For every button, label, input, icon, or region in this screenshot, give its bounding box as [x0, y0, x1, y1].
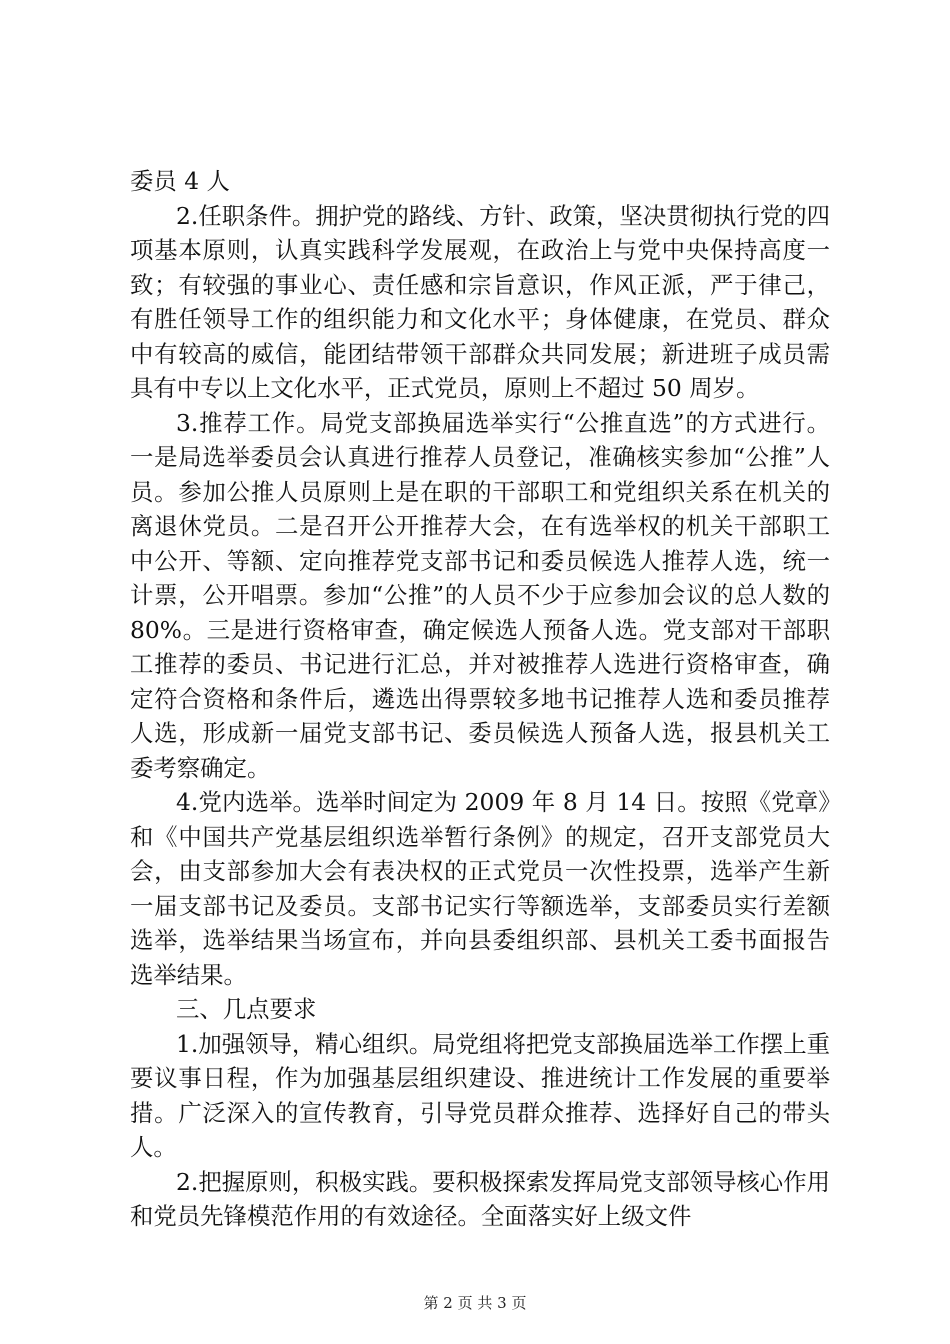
- document-body: [130, 164, 830, 1234]
- paragraph-continuation: 委员 4 人: [130, 167, 230, 195]
- paragraph-qualifications: 2.任职条件。拥护党的路线、方针、政策，坚决贯彻执行党的四项基本原则，认真实践科学发展观，在政治上与党中央保持高度一致；有较强的事业心、责任感和宗旨意识，作风正派，严于律己，有胜任领导工作的组织能力和文化水平；身体健康，在党员、群众中有较高的威信，能团结带领干部群众共同发展；新进班子成员需具有中专以上文化水平，正式党员，原则上不超过 50 周岁。: [130, 201, 830, 402]
- paragraph-election: 4.党内选举。选举时间定为 2009 年 8 月 14 日。按照《党章》和《中国共产党基层组织选举暂行条例》的规定，召开支部党员大会，由支部参加大会有表决权的正式党员一次性投票，选举产生新一届支部书记及委员。支部书记实行等额选举，支部委员实行差额选举，选举结果当场宣布，并向县委组织部、县机关工委书面报告选举结果。: [130, 788, 830, 989]
- paragraph-leadership: 1.加强领导，精心组织。局党组将把党支部换届选举工作摆上重要议事日程，作为加强基层组织建设、推进统计工作发展的重要举措。广泛深入的宣传教育，引导党员群众推荐、选择好自己的带头人。: [130, 1029, 830, 1161]
- section-heading-requirements: 三、几点要求: [176, 995, 317, 1023]
- page-footer: 第 2 页 共 3 页: [423, 1294, 527, 1312]
- paragraph-recommendation: 3.推荐工作。局党支部换届选举实行“公推直选”的方式进行。一是局选举委员会认真进行推荐人员登记，准确核实参加“公推”人员。参加公推人员原则上是在职的干部职工和党组织关系在机关的离退休党员。二是召开公开推荐大会，在有选举权的机关干部职工中公开、等额、定向推荐党支部书记和委员候选人推荐人选，统一计票，公开唱票。参加“公推”的人员不少于应参加会议的总人数的 80%。三是进行资格审查，确定候选人预备人选。党支部对干部职工推荐的委员、书记进行汇总，并对被推荐人选进行资格审查，确定符合资格和条件后，遴选出得票较多地书记推荐人选和委员推荐人选，形成新一届党支部书记、委员候选人预备人选，报县机关工委考察确定。: [130, 408, 830, 782]
- paragraph-principles: 2.把握原则，积极实践。要积极探索发挥局党支部领导核心作用和党员先锋模范作用的有效途径。全面落实好上级文件: [130, 1167, 830, 1230]
